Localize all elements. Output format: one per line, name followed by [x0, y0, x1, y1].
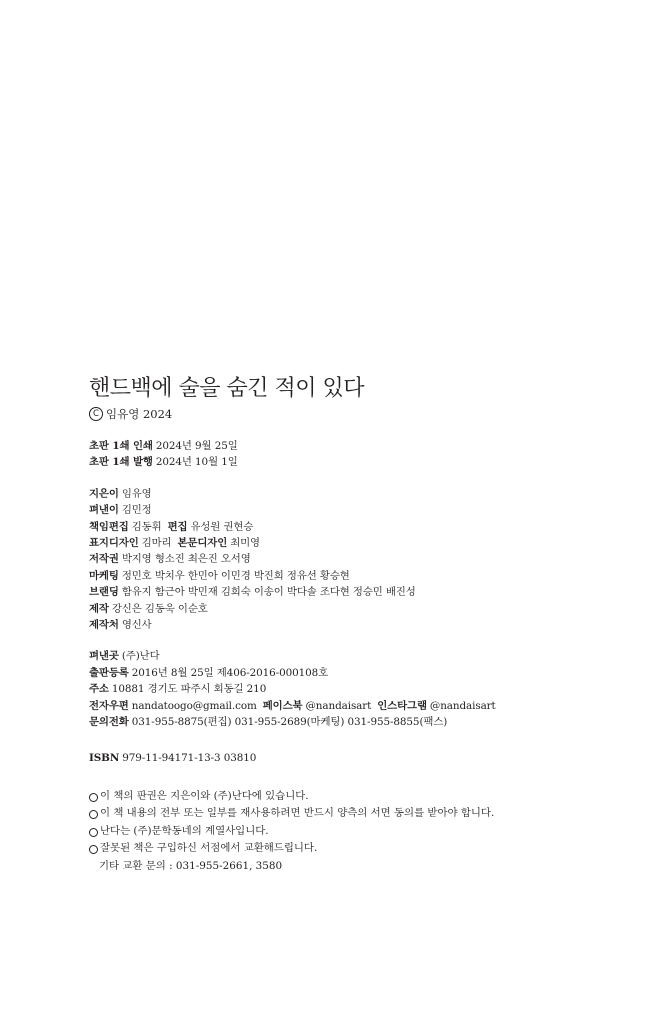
credit-label: 본문디자인: [177, 537, 228, 550]
copyright-holder: 임유영 2024: [106, 407, 173, 421]
credit-production: [89, 601, 629, 617]
info-label: 주소: [89, 683, 109, 696]
circle-bullet-icon: [89, 793, 98, 802]
first-publishing-date: 2024년 10월 1일: [155, 456, 238, 469]
isbn-block: [89, 750, 629, 766]
circle-bullet-icon: [89, 845, 98, 854]
credit-value: 정민호 박치우 한민아 이민경 박진희 정유선 황승현: [121, 569, 350, 582]
info-value: 2016년 8월 25일 제406-2016-000108호: [131, 666, 329, 679]
credit-label: 펴낸이: [89, 504, 119, 517]
publisher-address: [89, 681, 629, 697]
first-printing-label: 초판 1쇄 인쇄: [89, 440, 153, 452]
credit-design: [89, 535, 629, 551]
email-value: nandatoogo@gmail.com: [131, 699, 257, 712]
info-label: 출판등록: [89, 666, 129, 679]
isbn-label: ISBN: [89, 751, 120, 764]
publisher-contacts: [89, 698, 629, 714]
credit-value: 박지영 형소진 최은진 오서영: [121, 553, 251, 566]
info-value: (주)난다: [121, 650, 160, 663]
info-label: 전자우편: [89, 699, 129, 712]
credit-label: 저작권: [89, 553, 119, 566]
notice-text: 이 책의 판권은 지은이와 (주)난다에 있습니다.: [100, 789, 309, 802]
first-printing: [89, 438, 629, 454]
first-publishing-label: 초판 1쇄 발행: [89, 456, 153, 469]
credits: [89, 486, 629, 634]
inquiry-line: 기타 교환 문의 : 031-955-2661, 3580: [99, 859, 283, 872]
info-value: 031-955-8875(편집) 031-955-2689(마케팅) 031-955-8855(팩스): [131, 716, 448, 729]
publisher-registration: [89, 665, 629, 681]
notice-text: 이 책 내용의 전부 또는 일부를 재사용하려면 반드시 양측의 서면 동의를 받아야 합니다.: [100, 807, 495, 820]
notice-text: 난다는 (주)문학동네의 계열사입니다.: [100, 824, 269, 837]
copyright-line: [89, 405, 629, 423]
info-value: 10881 경기도 파주시 회동길 210: [111, 683, 267, 696]
credit-value: 임유영: [121, 487, 152, 500]
credit-branding: [89, 584, 629, 600]
instagram-value: @nandaisart: [429, 699, 496, 712]
credit-value: 함유지 함근아 박민재 김희숙 이송이 박다솔 조다현 정승민 배진성: [121, 586, 416, 599]
copyright-icon: [89, 407, 103, 421]
notice-item: [89, 788, 629, 806]
first-publishing: [89, 454, 629, 470]
credit-printer: [89, 617, 629, 633]
credit-value: 김민정: [121, 504, 152, 517]
notices: [89, 788, 629, 876]
credit-label: 표지디자인: [89, 537, 139, 550]
first-printing-date: 2024년 9월 25일: [155, 440, 238, 452]
info-label: 페이스북: [262, 699, 303, 712]
credit-value: 김동휘: [131, 520, 162, 533]
credit-value: 영신사: [121, 619, 152, 632]
credit-label: 브랜딩: [89, 586, 119, 599]
book-title: 핸드백에 술을 숨긴 적이 있다: [89, 376, 364, 401]
notice-text: 잘못된 책은 구입하신 서점에서 교환해드립니다.: [100, 842, 318, 855]
colophon: [89, 374, 629, 875]
facebook-value: @nandaisart: [305, 699, 372, 712]
credit-value: 최미영: [230, 537, 260, 550]
credit-author: [89, 486, 629, 502]
info-label: 문의전화: [89, 716, 129, 729]
isbn-value: 979-11-94171-13-3 03810: [122, 751, 257, 764]
credit-marketing: [89, 568, 629, 584]
isbn-line: [89, 750, 629, 766]
credit-label: 제작처: [89, 619, 119, 632]
circle-bullet-icon: [89, 828, 98, 837]
publisher-info: [89, 648, 629, 730]
credit-label: 제작: [89, 602, 109, 615]
notice-item: [89, 840, 629, 858]
credit-value: 유성원 권현승: [190, 520, 254, 533]
notice-item: [89, 823, 629, 841]
credit-label: 마케팅: [89, 569, 119, 582]
info-label: 인스타그램: [377, 699, 427, 712]
print-history: [89, 438, 629, 471]
credit-label: 책임편집: [89, 520, 129, 533]
credit-label: 편집: [167, 520, 188, 533]
credit-copyright-mgmt: [89, 551, 629, 567]
credit-value: 강신은 김동욱 이순호: [111, 602, 208, 615]
circle-bullet-icon: [89, 810, 98, 819]
info-label: 펴낸곳: [89, 650, 119, 663]
publisher-phone: [89, 714, 629, 730]
publisher-name: [89, 648, 629, 664]
credit-label: 지은이: [89, 487, 119, 500]
credit-value: 김마리: [141, 537, 172, 550]
credit-editors: [89, 519, 629, 535]
notice-item: [89, 805, 629, 823]
credit-publisher-person: [89, 502, 629, 518]
